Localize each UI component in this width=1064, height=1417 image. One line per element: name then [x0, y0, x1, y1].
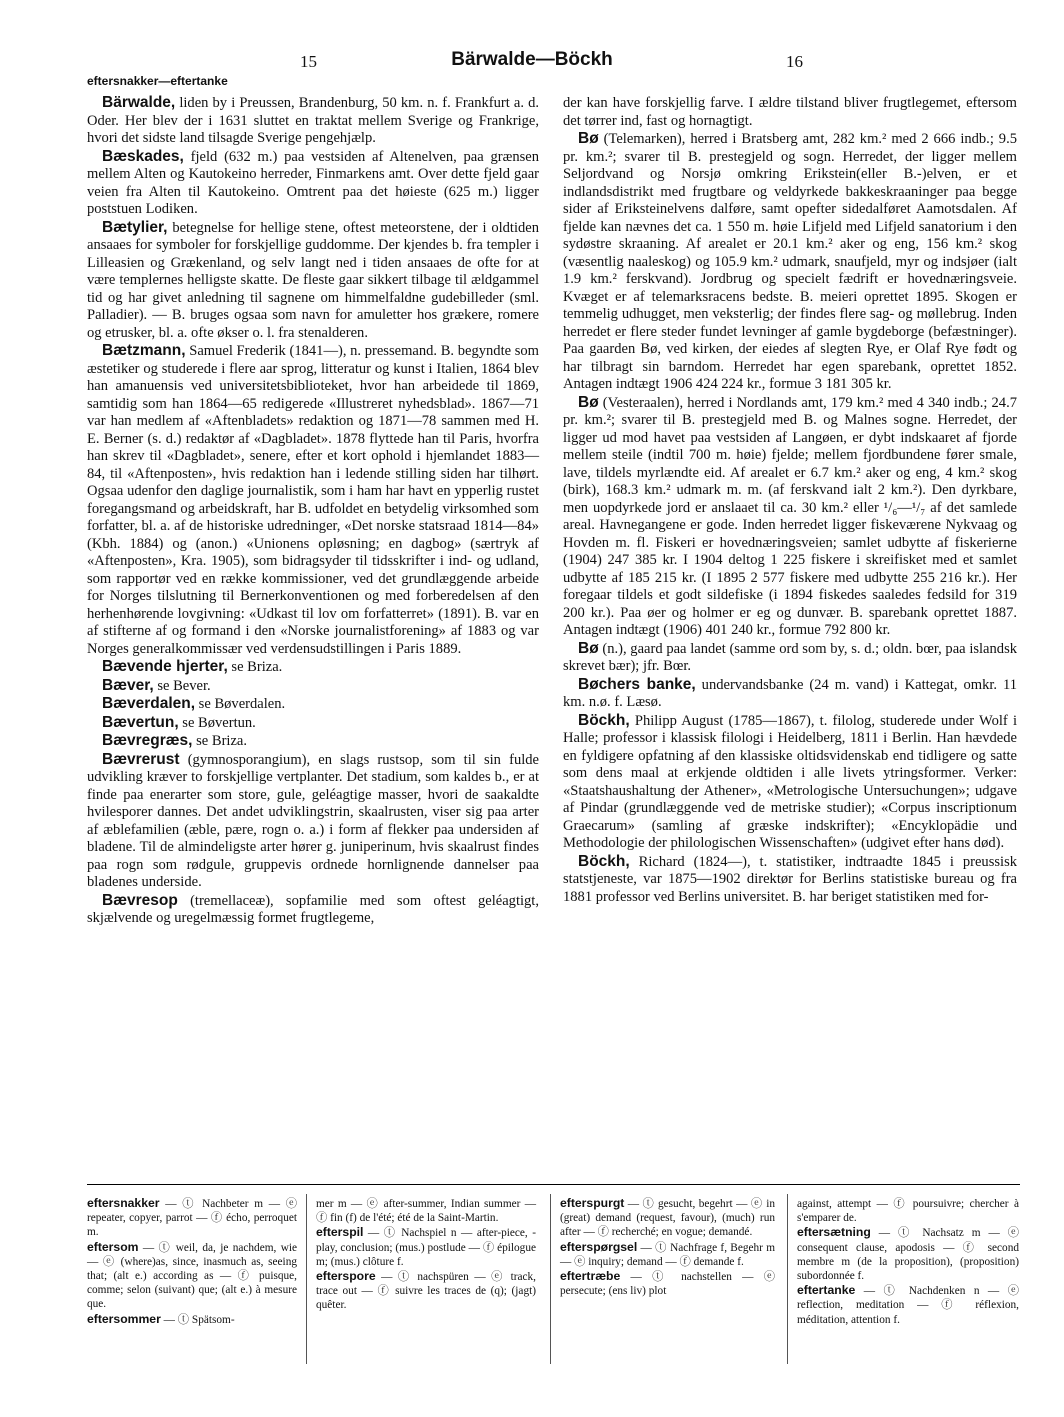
- footer-entry: [560, 1196, 775, 1240]
- headword: Bø: [578, 130, 599, 147]
- entry-text: Richard (1824—), t. statistiker, indtraadte 1845 i preussisk statstjeneste, var 1875—1902 direktør for Berlins statistiske bureau og fra 1881 professor ved Berlins universitet. B. har beriget statistiken med for-: [563, 853, 1017, 905]
- footer-entry-text: — ⓣ Nachbeter m — ⓔ repeater, copyer, parrot — ⓕ écho, perroquet m.: [87, 1198, 297, 1239]
- footer-headword: eftertanke: [797, 1283, 856, 1298]
- headword: Bævertun,: [102, 713, 179, 731]
- entry: [87, 677, 539, 696]
- entry-text: se Bøvertun.: [178, 714, 256, 731]
- footer-entry-text: — ⓣ gesucht, begehrt — ⓔ in (great) demand (request, favour), (much) run after — ⓕ recherché; en vogue; demandé.: [560, 1198, 775, 1239]
- footer-headword: efterspil: [316, 1225, 364, 1240]
- entry-text: (Vesteraalen), herred i Nordlands amt, 179 km.² med 4 340 indb.; 24.7 pr. km.²; svarer til B. prestegjeld med B. og Malnes sogne. Herredet, der ligger ud mod havet paa vestsiden af Langøen, er dybt indskaaret af fjorde mellem steile (indtil 700 m. høie) fjelde; mellem fjordbundene fører smale, lave, tildels myrlændte eid. Af arealet er 6.7 km.² aker og eng, 4 km.² skog (birk), 168.3 km.² udmark m. m. (af ferskvand ialt 2 km.²). Den dyrkbare, men uopdyrkede jord er anslaaet til ca. 30 km.² eller ¹/₆—¹/₇ af det samlede areal. Havnegangene er gode. Inden herredet ligger fiskeværene Nykvaag og Hovden m. fl. Fiskeri er hovednæringsveien; samlet udbytte af fiskerierne (1904) 247 385 kr. I 1904 deltog 1 225 fiskere i skreifisket med et samlet udbytte af 185 215 kr. (I 1895 2 577 fiskere med udbytte 255 216 kr.). Her foregaar tildels et godt sildefiske (i 1894 fiskedes saaledes fedsild for 319 200 kr.). Paa øer og holmer er eg og dunvær. B. sparebank oprettet 1887. Antagen indtægt (1906) 401 240 kr., formue 792 800 kr.: [563, 394, 1017, 638]
- headword: Böckh,: [578, 711, 630, 729]
- entry: [563, 94, 1017, 130]
- entry: [87, 658, 539, 677]
- footer-entry-text: — ⓣ Nachfrage f, Begehr m — ⓔ inquiry; demand — ⓕ demande f.: [560, 1241, 775, 1268]
- entry: [87, 342, 539, 658]
- headword: Bævresop: [102, 891, 178, 909]
- footer-separator: [306, 1194, 307, 1364]
- entry-text: (Telemarken), herred i Bratsberg amt, 282 km.² med 2 666 indb.; 9.5 pr. km.²; svarer til B. prestegjeld og sogn. Herredet, der ligger mellem Seljordvand og Norsjø omkring Erikstein(eller B.-)elven, er et indlandsdistrikt med frugtbare og veldyrkede bakkeskraaninger paa begge sider af Eriksteinelvens dalføre, samt opefter sidedalføret Aamotsdalen. Af fjelde kan nævnes det ca. 1 550 m. høie Lifjeld med Lifjeld sanatorium i den sydøstre skraaning. Af arealet er 20.1 km.² aker og eng, 156 km.² skog (væsentlig naaleskog) og 105.9 km.² udmark, snaufjeld, myr og indsjøer (ialt 1.9 km.² ferskvand). Jordbrug og specielt fædrift er hovednæringsveie. Kvæget er af telemarksracens bedste. B. meieri oprettet 1895. Skogen er temmelig udhugget, men veksterlig; der findes flere sag- og møllebrug. Inden herredet er flere steder fundet levninger af gamle bygdeborge (befæstninger). Paa gaarden Bø, ved kirken, der eiedes af slegten Rye, er Olaf Rye født og har tilbragt sin barndom. Herredet har egen sparebank, oprettet 1852. Antagen indtægt 1906 424 224 kr., formue 3 181 305 kr.: [563, 131, 1017, 392]
- footer-column-2: [316, 1196, 536, 1313]
- footer-entry: [87, 1196, 297, 1240]
- headword: Bø: [578, 639, 599, 657]
- headword: Bæverdalen,: [102, 695, 196, 712]
- footer-entry: [87, 1240, 297, 1312]
- entry-text: se Briza.: [227, 659, 283, 675]
- footer-headword: eftersom: [87, 1239, 139, 1254]
- headword: Bævende hjerter,: [102, 658, 228, 675]
- entry: [87, 892, 539, 928]
- entry: [87, 714, 539, 733]
- entry-text: (tremellaceæ), sopfamilie med som oftest geléagtigt, skjælvende og uregelmæssig formet frugtlegeme,: [87, 892, 539, 926]
- entry-text: se Bøverdalen.: [195, 696, 286, 712]
- footer-column-4: [797, 1196, 1019, 1327]
- footer-headword: efterspore: [316, 1269, 376, 1284]
- headword: Bøchers banke,: [578, 675, 696, 693]
- entry-text: se Briza.: [192, 733, 247, 749]
- footer-entry: [797, 1283, 1019, 1327]
- headword: Bø: [578, 393, 599, 411]
- entry: [87, 148, 539, 219]
- entry: [87, 219, 539, 343]
- headword: Bætzmann,: [102, 342, 186, 359]
- headword: Bætylier,: [102, 218, 168, 236]
- page-number-right: 16: [786, 52, 803, 71]
- headword: Bärwalde,: [102, 94, 176, 111]
- footer-entry-text: against, attempt — ⓕ poursuivre; chercher à s'emparer de.: [797, 1198, 1019, 1225]
- footer-entry-text: — ⓣ nachstellen — ⓔ persecute; (ens liv) plot: [560, 1271, 775, 1298]
- headword: Böckh,: [578, 852, 630, 870]
- entry: [563, 394, 1017, 640]
- footer-headword: eftersommer: [87, 1311, 161, 1326]
- footer-entry-text: — ⓣ Nachsatz m — ⓔ consequent clause, apodosis — ⓕ second membre m (de la proposition), (proposition) subordonnée f.: [797, 1227, 1019, 1283]
- footer-headword: efterspørgsel: [560, 1239, 638, 1254]
- page-number-left: 15: [300, 52, 317, 71]
- footer-entry-text: — ⓣ weil, da, je nachdem, wie — ⓔ (where)as, since, inasmuch as, seeing that; (alt e.) according as — ⓕ puisque, comme; selon (suivant) que; (alt e.) à mesure que.: [87, 1241, 297, 1311]
- footer-headword: eftertræbe: [560, 1269, 621, 1284]
- footer-headword: efterspurgt: [560, 1196, 625, 1210]
- entry-text: fjeld (632 m.) paa vestsiden af Altenelven, paa grænsen mellem Alten og Kautokeino herreder, Finmarkens amt. Over dette fjeld gaar veien fra Alten til Kautokeino. Omtrent paa det høieste (625 m.) ligger poststuen Lodiken.: [87, 148, 539, 217]
- footer-entry-text: — ⓣ Nachspiel n — after-piece, -play, conclusion; (mus.) postlude — ⓕ épilogue m; (mus.) clôture f.: [316, 1227, 536, 1268]
- entry-text: (gymnosporangium), en slags rustsop, som til sin fulde udvikling kræver to forskjellige vertplanter. Det stadium, som kaldes b., er at finde paa enerarter som store, gule, geléagtige masser, hvori de saakaldte hvilesporer dannes. Det andet udviklingstrin, skaalrusten, viser sig paa arter af æblefamilien (æble, pære, rogn o. a.) i form af flekker paa undersiden af bladene. Til de almindeligste arter hører g. juniperinum, hvis skaalrust findes paa rogn som rødgule, gruppevis ordnede hornlignende dannelser paa bladenes underside.: [87, 751, 539, 890]
- footer-entry-text: — ⓣ nachspüren — ⓔ track, trace out — ⓕ suivre les traces de (q); (jagt) quêter.: [316, 1271, 536, 1312]
- headword: Bæskades,: [102, 147, 184, 165]
- headword: Bæver,: [102, 676, 154, 694]
- footer-entry: [560, 1240, 775, 1269]
- footer-divider: [87, 1184, 1020, 1185]
- footer-separator: [787, 1194, 788, 1364]
- footer-entry: [316, 1269, 536, 1313]
- entry: [563, 130, 1017, 394]
- entry: [87, 751, 539, 892]
- footer-column-3: [560, 1196, 775, 1298]
- entry: [87, 94, 539, 148]
- headword: Bævregræs,: [102, 732, 193, 749]
- footer-column-1: [87, 1196, 297, 1327]
- entry-text: Philipp August (1785—1867), t. filolog, studerede under Wolf i Halle; professor i klassisk filologi i Heidelberg, 1811 i Berlin. Han hævdede en fyldigere opfatning af den klassiske oltidsvidenskab end tidligere og satte som dens maal at erkjende oldtiden i alle livets ytringsformer. Verker: «Staatshaushaltung der Athener», «Metrologische Untersuchungen»; udgave af Pindar (grundlæggende ved de metriske studier); «Corpus inscriptionum Graecarum» (samling af græske indskrifter); «Encyklopädie und Methodologie der philologischen Wissenschaften» (udgivet efter hans død).: [563, 712, 1017, 851]
- entry-text: Samuel Frederik (1841—), n. pressemand. B. begyndte som æstetiker og studerede i flere aar sprog, litteratur og kunst i Italien, 1864 blev han amanuensis ved universitetsbiblioteket, hvor han arbeidede til 1869, samtidig som han 1864—65 redigerede «Illustreret nyhedsblad». 1867—71 var han medlem af «Aftenbladets» redaktion og 1871—78 sammen med H. E. Berner (s. d.) redaktør af «Dagbladet». 1878 flyttede han til Paris, hvorfra han skrev til «Dagbladet», senere, efter et kort ophold i hjemlandet 1883—84, til «Aftenposten», hvis redaktion han i ledende stilling siden har tilhørt. Ogsaa udenfor den daglige journalistik, som i ham har havt en ypperlig rustet foregangsmand og arbeidskraft, har B. udfoldet en betydelig virksomhed som forfatter, bl. a. af de historiske udredninger, «Det norske statsraad 1814—84» (Kbh. 1884) og (anon.) «Unionens opløsning; en dagbog» (særtryk af «Aftenposten», Kra. 1905), som bidragsyder til tidsskrifter i ind- og udland, som rapportør ved en række kommissioner, ved det grundlæggende arbeide for Norges tilslutning til Bernerkonventionen og med forberedelsen af den herhenhørende lovgivning: «Udkast til lov om forfatterret» (1891). B. var en af stifterne af og formand i den «Norske journalistforening» af 1883 og var Norges generalkommissær ved verdensudstillingen i Paris 1889.: [87, 343, 539, 657]
- entry-text: liden by i Preussen, Brandenburg, 50 km. n. f. Frankfurt a. d. Oder. Her blev der i 1631 sluttet en traktat mellem Sverige og Frankrige, hvori det sidste land tilsagde Sverige pengehjælp.: [87, 95, 539, 146]
- footer-entry-text: — ⓣ Spätsom-: [160, 1313, 235, 1326]
- footer-entry: [560, 1269, 775, 1298]
- entry-text: undervandsbanke (24 m. vand) i Kattegat, omkr. 11 km. n.ø. f. Læsø.: [563, 676, 1017, 710]
- footer-entry: [87, 1312, 297, 1327]
- footer-entry: [316, 1196, 536, 1225]
- footer-entry: [797, 1225, 1019, 1283]
- right-column: [563, 94, 1017, 906]
- entry: [87, 732, 539, 751]
- entry: [563, 853, 1017, 907]
- headword: Bævrerust: [102, 750, 180, 768]
- page-title: Bärwalde—Böckh: [451, 49, 613, 70]
- footer-headword: eftersnakker: [87, 1196, 160, 1210]
- entry-text: se Bever.: [153, 677, 211, 694]
- entry-text: (n.), gaard paa landet (samme ord som by, s. d.; oldn. bœr, paa islandsk skrevet bær); jfr. Bœr.: [563, 640, 1017, 674]
- left-column: [87, 94, 539, 928]
- footer-separator: [550, 1194, 551, 1364]
- footer-headword: eftersætning: [797, 1225, 871, 1240]
- entry-text: der kan have forskjellig farve. I ældre tilstand bliver frugtlegemet, eftersom det tørrer ind, fast og hornagtigt.: [563, 95, 1017, 129]
- entry: [563, 676, 1017, 712]
- footer-entry: [316, 1225, 536, 1269]
- footer-entry-text: — ⓣ Nachdenken n — ⓔ reflection, meditation — ⓕ réflexion, méditation, attention f.: [797, 1285, 1019, 1326]
- footer-entry: [797, 1196, 1019, 1225]
- entry: [563, 640, 1017, 676]
- entry: [87, 695, 539, 714]
- entry: [563, 712, 1017, 853]
- catchwords: eftersnakker—eftertanke: [87, 74, 228, 88]
- entry-text: betegnelse for hellige stene, oftest meteorstene, der i oldtiden ansaaes for symboler for forskjellige guddomme. Der kjendes b. fra templer i Lilleasien og Grækenland, og selv langt ned i tiden ansaaes de ofte for at være templernes helligste skatte. De fleste gaar sikkert tilbage til ældgammel tid og har givet anledning til sagnene om himmelfaldne gudebilleder (sml. Palladier). — B. bruges ogsaa som navn for amuletter hos grækere, romere og etrusker, bl. a. ofte økser o. l. fra stenalderen.: [87, 219, 539, 341]
- footer-entry-text: mer m — ⓔ after-summer, Indian summer — ⓕ fin (f) de l'été; été de la Saint-Martin.: [316, 1198, 536, 1225]
